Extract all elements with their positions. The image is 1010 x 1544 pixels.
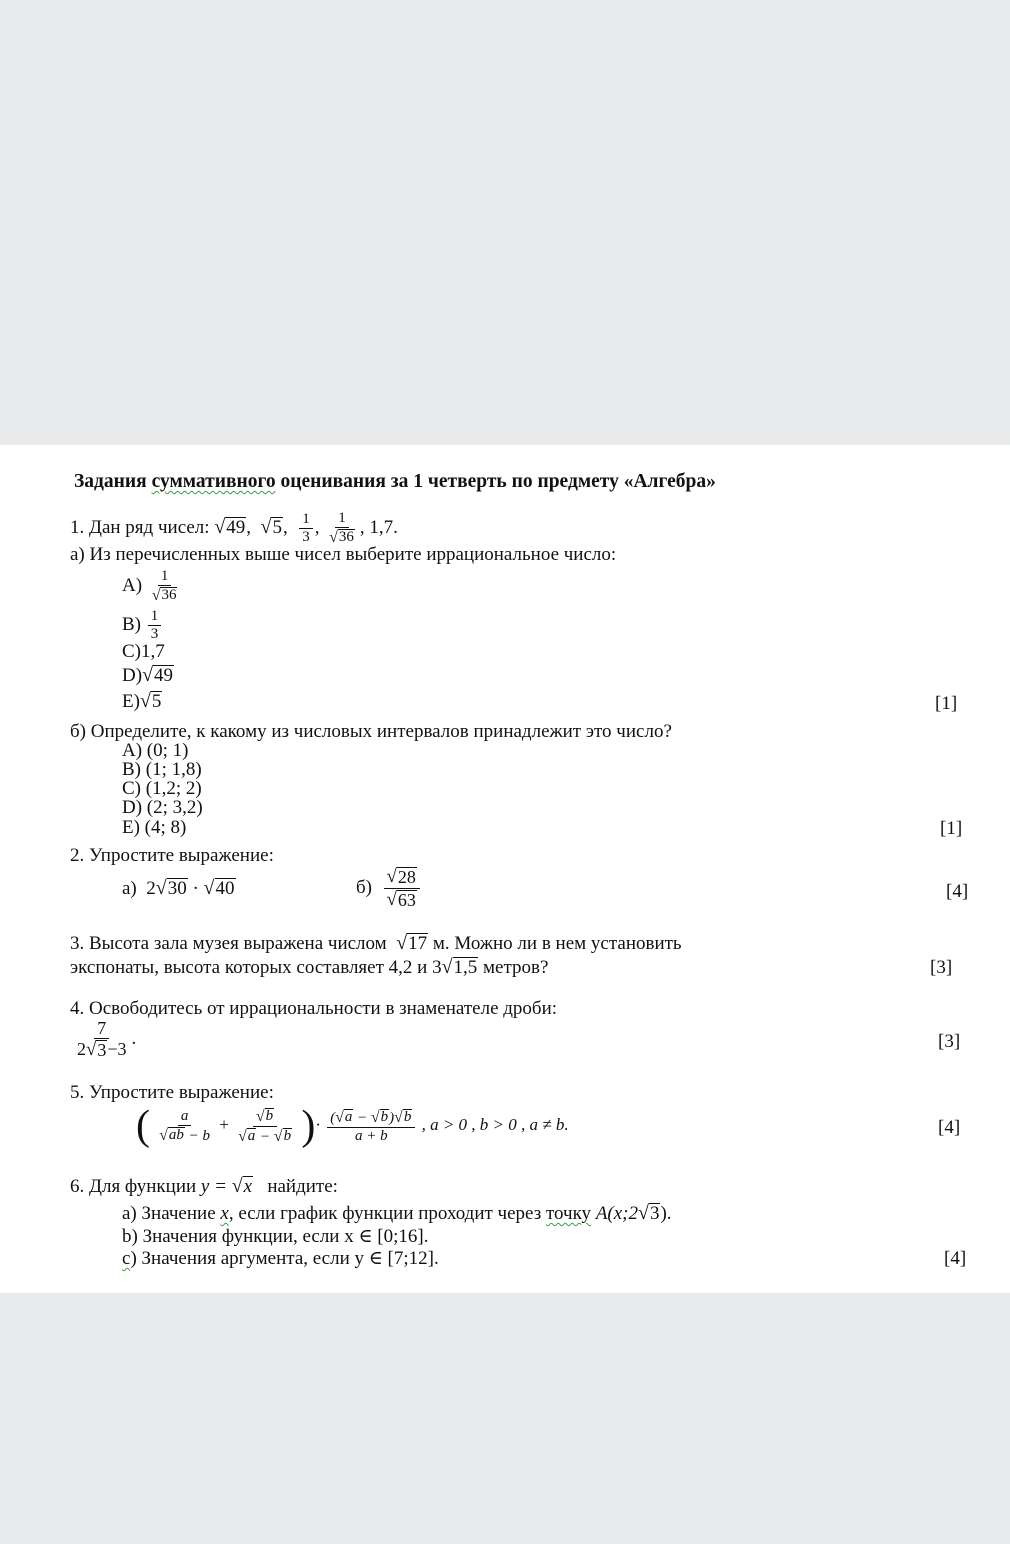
title-part: оценивания за 1 четверть по предмету «Алгебра» — [275, 471, 716, 492]
q1-label: 1. Дан ряд чисел: — [70, 516, 210, 538]
q6-text: ) Значения аргумента, если y ∈ [7;12]. — [130, 1248, 439, 1269]
denominator: a + b — [354, 1127, 388, 1144]
q1-statement: 1. Дан ряд чисел: √ 49 , √ 5 , $\frac{1}{3}$ , 1 √ 36 , 1,7. — [70, 510, 398, 546]
coefficient: 2 — [77, 1039, 86, 1059]
point-close: ). — [660, 1203, 672, 1224]
radicand: 36 — [338, 529, 354, 545]
radicand: 63 — [397, 889, 416, 910]
multiply-dot: · — [315, 1114, 321, 1134]
radicand: 5 — [151, 691, 162, 713]
option-label: E) — [122, 691, 140, 712]
numerator: 1 — [299, 512, 313, 529]
part-label: а) — [122, 878, 137, 899]
denominator: 3 — [150, 626, 159, 642]
q1a-option-c: C)1,7 — [122, 641, 165, 662]
document-page — [0, 445, 1010, 1293]
numerator: 1 — [148, 609, 162, 626]
q1b-question: б) Определите, к какому из числовых интервалов принадлежит это число? — [70, 721, 672, 742]
q1a-option-a: A) 1 √ 36 — [122, 568, 177, 604]
q4-fraction: 7 2 √ 3 −3 . — [77, 1018, 137, 1061]
radicand: a — [344, 1108, 353, 1125]
fraction-one-third — [299, 512, 313, 545]
q5-label: 5. Упростите выражение: — [70, 1082, 274, 1103]
radicand: b — [403, 1108, 412, 1125]
q4-label: 4. Освободитесь от иррациональности в знаменателе дроби: — [70, 998, 558, 1019]
radicand: a — [247, 1127, 256, 1144]
q1a-option-d: D) √ 49 — [122, 664, 174, 687]
q6c-line — [122, 1248, 439, 1270]
q3-text: экспонаты, высота которых составляет 4,2 и 3 — [70, 957, 442, 978]
q3-text: метров? — [483, 957, 549, 978]
radicand: b — [265, 1107, 274, 1124]
q1b-option-c: C) (1,2; 2) — [122, 778, 202, 799]
multiply-dot: · — [192, 878, 199, 899]
q1a-option-e: E) √ 5 — [122, 690, 162, 713]
radicand: b — [283, 1127, 292, 1144]
denominator-tail: − b — [184, 1127, 211, 1144]
q1b-option-d: D) (2; 3,2) — [122, 797, 203, 818]
option-label: B) — [122, 613, 141, 635]
title-part: Задания — [74, 471, 152, 492]
radicand: 36 — [161, 587, 177, 603]
q6a-line: a) Значение x, если график функции проходит через точку A(x;2 √ 3 ). — [122, 1202, 672, 1225]
q2a-expression: а) 2 √ 30 · √ 40 — [122, 877, 235, 900]
q6-text: найдите: — [267, 1176, 338, 1197]
radicand: 49 — [226, 516, 246, 538]
minus-sign: − — [256, 1128, 274, 1145]
radicand: 3 — [649, 1203, 660, 1225]
radicand: 30 — [167, 878, 187, 900]
sqrt-49: √ 49 — [214, 515, 246, 538]
underlined-letter: c — [122, 1248, 131, 1269]
radicand: 3 — [97, 1040, 107, 1061]
radicand: 49 — [154, 665, 174, 687]
denominator-tail: −3 — [107, 1039, 127, 1059]
numerator: 1 — [158, 569, 172, 586]
radicand: x — [243, 1176, 253, 1198]
paren: ( — [330, 1109, 336, 1126]
q6-text: a) Значение — [122, 1203, 221, 1224]
point-label: A(x;2 — [595, 1203, 639, 1224]
variable-x: x — [220, 1203, 229, 1224]
q3-line-1: 3. Высота зала музея выражена числом √ 17 м. Можно ли в нем установить — [70, 932, 682, 955]
q6-text: 6. Для функции — [70, 1176, 197, 1197]
option-label: A) — [122, 574, 143, 596]
q2-score: [4] — [946, 881, 969, 902]
q3-text: 3. Высота зала музея выражена числом — [70, 933, 387, 954]
q3-line-2: экспонаты, высота которых составляет 4,2 и 3 √ 1,5 метров? — [70, 956, 549, 979]
q1b-option-e: E) (4; 8) — [122, 817, 187, 838]
q6-score: [4] — [944, 1248, 967, 1269]
q1a-score: [1] — [935, 693, 958, 714]
q1a-option-b — [122, 609, 163, 642]
radicand: ab — [168, 1126, 184, 1143]
q4-score: [3] — [938, 1031, 961, 1052]
q6b-line: b) Значения функции, если x ∈ [0;16]. — [122, 1226, 429, 1247]
q6-text: , если график функции проходит через — [228, 1203, 546, 1224]
part-label: б) — [356, 876, 372, 898]
q5-expression: ( a √ ab − b + √ b √ a − √ b )· ( √ a − √ b ) √ b a + b , a > 0 , b > 0 , a ≠ b. — [136, 1103, 569, 1149]
sqrt-5: √ 5 — [260, 515, 282, 538]
option-label: D) — [122, 665, 143, 686]
paren: ) — [389, 1109, 395, 1126]
numerator: 1 — [335, 511, 349, 528]
numerator: 7 — [94, 1019, 109, 1039]
plus-sign: + — [219, 1114, 229, 1134]
radicand: 1,5 — [453, 957, 478, 979]
radicand: 40 — [215, 878, 235, 900]
conditions: , a > 0 , b > 0 , a ≠ b. — [421, 1114, 569, 1134]
q2b-expression: б) √ 28 √ 63 — [356, 867, 422, 910]
q6-label: 6. Для функции y = √ x найдите: — [70, 1175, 338, 1198]
radicand: 28 — [397, 867, 416, 888]
q3-text: м. Можно ли в нем установить — [432, 933, 682, 954]
fraction-one-over-sqrt36: 1 √ 36 — [329, 510, 354, 546]
page-title — [74, 471, 716, 493]
numerator: a — [178, 1109, 192, 1126]
decimal-value: 1,7 — [369, 516, 394, 538]
q3-score: [3] — [930, 957, 953, 978]
radicand: 17 — [408, 933, 428, 955]
function-lhs: y = — [200, 1176, 232, 1197]
q5-score: [4] — [938, 1117, 961, 1138]
denominator: 3 — [302, 529, 310, 545]
radicand: b — [380, 1108, 389, 1125]
q1b-option-a: A) (0; 1) — [122, 740, 189, 761]
radicand: 5 — [272, 516, 282, 538]
underlined-word: точку — [545, 1203, 592, 1224]
coefficient: 2 — [146, 878, 156, 899]
q1a-question: а) Из перечисленных выше чисел выберите иррациональное число: — [70, 544, 617, 565]
q1b-option-b: B) (1; 1,8) — [122, 759, 202, 780]
q2-label: 2. Упростите выражение: — [70, 845, 274, 866]
q1b-score: [1] — [940, 818, 963, 839]
minus-sign: − — [353, 1109, 372, 1126]
title-underlined-word: суммативного — [151, 471, 276, 492]
